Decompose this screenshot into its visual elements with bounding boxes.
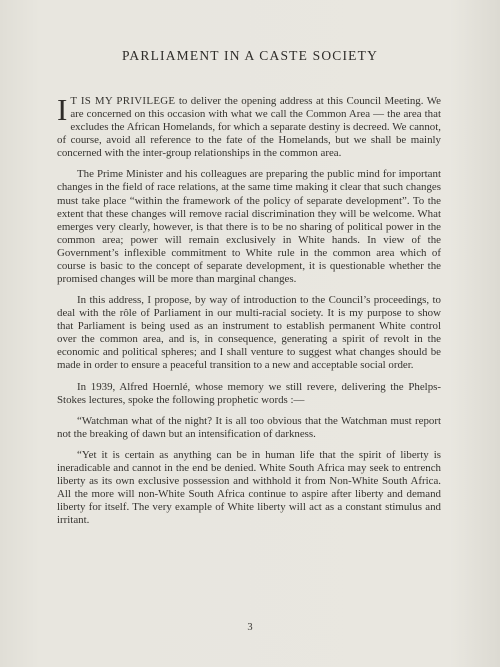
quote-liberty: “Yet it is certain as anything can be in human life that the spirit of liberty is ineradicable and cannot in the end be denied. White South Africa may seek to entrench liberty as its own exclusive possession and withhold it from Non-White South Africa. All the more will non-White South Africa continue to aspire after liberty and demand liberty for itself. The very example of White liberty will act as a constant stimulus and irritant.	[57, 449, 441, 527]
quote-watchman: “Watchman what of the night? It is all too obvious that the Watchman must report not the breaking of dawn but an intensification of darkness.	[57, 414, 441, 440]
paragraph-opening	[57, 92, 441, 160]
opening-lead-in: T IS MY PRIVILEGE	[70, 95, 176, 107]
paragraph-address-purpose: In this address, I propose, by way of introduction to the Council’s proceedings, to deal with the rôle of Parliament in our multi-racial society. It is my purpose to show that Parliament is being used as an instrument to establish permanent White control over the common area, and is, in consequence, generating a spirit of revolt in the economic and political spheres; and I shall venture to suggest what changes should be made in order to ensure a peaceful transition to a new and acceptable social order.	[57, 294, 441, 372]
opening-text: to deliver the opening address at this Council Meeting. We are concerned on this occasion with what we call the Common Area — the area that excludes the African Homelands, for which a separate destiny is decreed. We cannot, of course, avoid all reference to the fate of the Homelands, but we shall be mainly concerned with the inter-group relationships in the common area.	[57, 95, 441, 160]
paragraph-prime-minister: The Prime Minister and his colleagues are preparing the public mind for important changes in the field of race relations, at the same time making it clear that such changes must take place “within the framework of the policy of separate development”. To the extent that these changes will remove racial discrimination they will be welcome. What emerges very clearly, however, is that there is to be no sharing of political power in the common area; power will remain exclusively in White hands. In view of the Government’s inflexible commitment to White rule in the common area which of course is basic to the concept of separate development, it is questionable whether the promised changes will be more than marginal changes.	[57, 168, 441, 285]
drop-cap: I	[57, 92, 68, 127]
paragraph-hoernle: In 1939, Alfred Hoernlé, whose memory we still revere, delivering the Phelps-Stokes lectures, spoke the following prophetic words :—	[57, 380, 441, 406]
page-number: 3	[247, 622, 253, 633]
body-text	[57, 92, 441, 536]
page-title: PARLIAMENT IN A CASTE SOCIETY	[121, 48, 379, 63]
